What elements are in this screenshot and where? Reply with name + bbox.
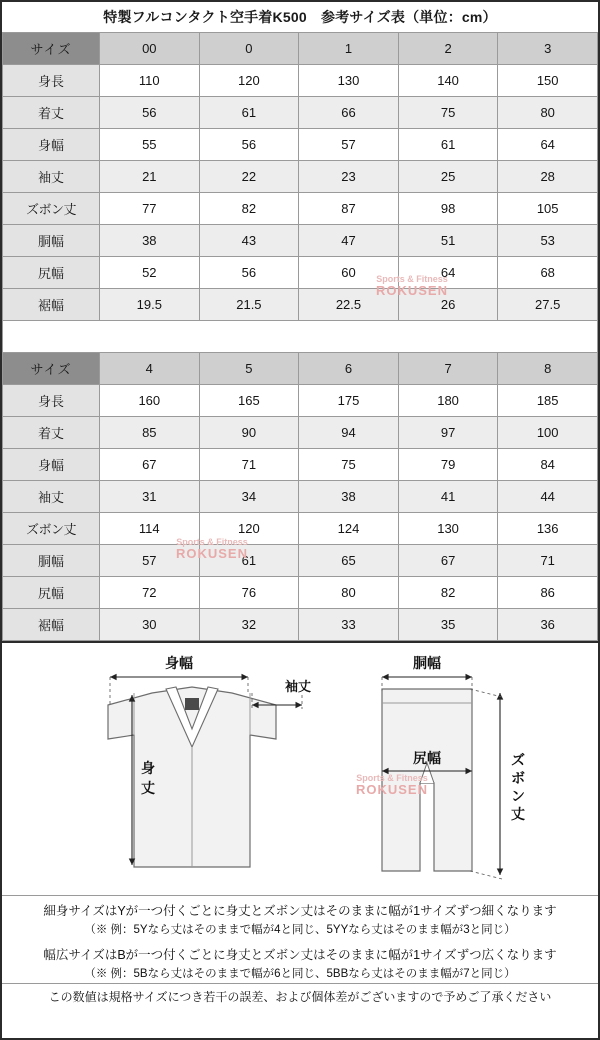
- note-wide-sub: （※ 例：5Bなら丈はそのままで幅が6と同じ、5BBなら丈はそのまま幅が7と同じ）: [84, 968, 516, 980]
- row-label: 裾幅: [3, 289, 100, 321]
- cell: 56: [199, 129, 299, 161]
- table-row: [3, 513, 598, 545]
- svg-text:ン: ン: [511, 788, 525, 804]
- cell: 43: [199, 225, 299, 257]
- cell: 72: [100, 577, 200, 609]
- jacket-illustration: [108, 687, 276, 867]
- table-row: [3, 449, 598, 481]
- cell: 100: [498, 417, 598, 449]
- table-row: [3, 577, 598, 609]
- table-row: [3, 417, 598, 449]
- pants-length-label: ズ: [511, 752, 525, 768]
- cell: 53: [498, 225, 598, 257]
- row-label: 着丈: [3, 97, 100, 129]
- cell: 175: [299, 385, 399, 417]
- cell: 25: [398, 161, 498, 193]
- cell: 85: [100, 417, 200, 449]
- cell: 56: [199, 257, 299, 289]
- cell: 19.5: [100, 289, 200, 321]
- size-header-label: サイズ: [3, 353, 100, 385]
- cell: 60: [299, 257, 399, 289]
- cell: 27.5: [498, 289, 598, 321]
- cell: 94: [299, 417, 399, 449]
- row-label: 身長: [3, 385, 100, 417]
- table-row: [3, 481, 598, 513]
- cell: 140: [398, 65, 498, 97]
- table-row: [3, 161, 598, 193]
- cell: 80: [498, 97, 598, 129]
- table-row: [3, 289, 598, 321]
- cell: 61: [199, 97, 299, 129]
- size-col-3: 2: [398, 33, 498, 65]
- table-row: [3, 129, 598, 161]
- cell: 65: [299, 545, 399, 577]
- note-spacer: [2, 939, 598, 946]
- cell: 84: [498, 449, 598, 481]
- cell: 68: [498, 257, 598, 289]
- cell: 150: [498, 65, 598, 97]
- cell: 165: [199, 385, 299, 417]
- watermark-small-text: Sports & Fitness: [376, 274, 448, 284]
- svg-text:ボ: ボ: [511, 770, 525, 786]
- row-label: 袖丈: [3, 481, 100, 513]
- row-label: 着丈: [3, 417, 100, 449]
- cell: 75: [398, 97, 498, 129]
- table-row: [3, 257, 598, 289]
- cell: 35: [398, 609, 498, 641]
- cell: 52: [100, 257, 200, 289]
- size-col-0: 00: [100, 33, 200, 65]
- cell: 71: [199, 449, 299, 481]
- waist-width-label: 胴幅: [413, 655, 441, 671]
- cell: 90: [199, 417, 299, 449]
- cell: 79: [398, 449, 498, 481]
- cell: 180: [398, 385, 498, 417]
- measurement-diagram: [2, 641, 598, 896]
- note-wide-main: 幅広サイズはBが一つ付くごとに身丈とズボン丈はそのままに幅が1サイズずつ広くなります: [43, 948, 557, 962]
- cell: 105: [498, 193, 598, 225]
- row-label: ズボン丈: [3, 513, 100, 545]
- cell: 76: [199, 577, 299, 609]
- cell: 56: [100, 97, 200, 129]
- body-length-label: 身: [141, 760, 155, 776]
- watermark-brand-text: ROKUSEN: [375, 283, 448, 299]
- cell: 136: [498, 513, 598, 545]
- cell: 57: [100, 545, 200, 577]
- note-slim-sub: （※ 例：5Yなら丈はそのままで幅が4と同じ、5YYなら丈はそのまま幅が3と同じ）: [84, 924, 516, 936]
- cell: 87: [299, 193, 399, 225]
- cell: 66: [299, 97, 399, 129]
- cell: 31: [100, 481, 200, 513]
- cell: 77: [100, 193, 200, 225]
- row-label: 裾幅: [3, 609, 100, 641]
- row-label: 身幅: [3, 129, 100, 161]
- cell: 41: [398, 481, 498, 513]
- table-header-row: [3, 33, 598, 65]
- footer-disclaimer: この数値は規格サイズにつき若干の誤差、および個体差がございますので予めご了承ください: [2, 983, 598, 1010]
- cell: 21.5: [199, 289, 299, 321]
- pants-length-dimension: [470, 689, 525, 879]
- cell: 64: [498, 129, 598, 161]
- cell: 33: [299, 609, 399, 641]
- cell: 36: [498, 609, 598, 641]
- cell: 71: [498, 545, 598, 577]
- row-label: 身幅: [3, 449, 100, 481]
- notes-section: [2, 896, 598, 983]
- note-slim-main: 細身サイズはYが一つ付くごとに身丈とズボン丈はそのままに幅が1サイズずつ細くなります: [43, 904, 557, 918]
- row-label: 袖丈: [3, 161, 100, 193]
- cell: 110: [100, 65, 200, 97]
- watermark-small-text: Sports & Fitness: [356, 773, 428, 783]
- size-col-4: 8: [498, 353, 598, 385]
- row-label: 尻幅: [3, 257, 100, 289]
- cell: 23: [299, 161, 399, 193]
- size-table-small: [2, 32, 598, 641]
- cell: 34: [199, 481, 299, 513]
- cell: 86: [498, 577, 598, 609]
- size-header-label: サイズ: [3, 33, 100, 65]
- watermark-brand-text: ROKUSEN: [175, 546, 248, 562]
- cell: 26: [398, 289, 498, 321]
- table-gap: [3, 321, 598, 353]
- row-label: 胴幅: [3, 225, 100, 257]
- cell: 80: [299, 577, 399, 609]
- sleeve-length-label: 袖丈: [284, 679, 312, 694]
- svg-text:丈: 丈: [511, 806, 525, 822]
- watermark-small-text: Sports & Fitness: [176, 537, 248, 547]
- cell: 64: [398, 257, 498, 289]
- cell: 130: [299, 65, 399, 97]
- cell: 38: [100, 225, 200, 257]
- row-label: ズボン丈: [3, 193, 100, 225]
- size-col-1: 0: [199, 33, 299, 65]
- cell: 97: [398, 417, 498, 449]
- cell: 44: [498, 481, 598, 513]
- svg-text:丈: 丈: [141, 780, 155, 796]
- table-row: [3, 225, 598, 257]
- pants-illustration: [382, 689, 472, 871]
- cell: 82: [398, 577, 498, 609]
- size-col-2: 1: [299, 33, 399, 65]
- table-row: [3, 97, 598, 129]
- watermark-brand-text: ROKUSEN: [355, 782, 428, 798]
- row-label: 胴幅: [3, 545, 100, 577]
- cell: 124: [299, 513, 399, 545]
- cell: 130: [398, 513, 498, 545]
- table-row: [3, 65, 598, 97]
- diagram-svg: [2, 643, 598, 895]
- cell: 57: [299, 129, 399, 161]
- cell: 30: [100, 609, 200, 641]
- jacket-width-label: 身幅: [165, 655, 193, 671]
- cell: 22.5: [299, 289, 399, 321]
- table-row: [3, 609, 598, 641]
- table-row: [3, 193, 598, 225]
- table-row: [3, 545, 598, 577]
- table-row: [3, 385, 598, 417]
- page-title: 特製フルコンタクト空手着K500 参考サイズ表（単位：cm）: [103, 9, 497, 25]
- cell: 120: [199, 513, 299, 545]
- cell: 67: [100, 449, 200, 481]
- cell: 47: [299, 225, 399, 257]
- hip-width-label: 尻幅: [413, 750, 441, 766]
- row-label: 尻幅: [3, 577, 100, 609]
- cell: 61: [398, 129, 498, 161]
- cell: 114: [100, 513, 200, 545]
- size-col-1: 5: [199, 353, 299, 385]
- size-col-2: 6: [299, 353, 399, 385]
- cell: 185: [498, 385, 598, 417]
- waist-width-dimension: [382, 655, 472, 691]
- cell: 67: [398, 545, 498, 577]
- cell: 55: [100, 129, 200, 161]
- cell: 61: [199, 545, 299, 577]
- cell: 51: [398, 225, 498, 257]
- size-col-4: 3: [498, 33, 598, 65]
- cell: 120: [199, 65, 299, 97]
- size-col-3: 7: [398, 353, 498, 385]
- row-label: 身長: [3, 65, 100, 97]
- cell: 82: [199, 193, 299, 225]
- cell: 160: [100, 385, 200, 417]
- size-col-0: 4: [100, 353, 200, 385]
- cell: 38: [299, 481, 399, 513]
- table-header-row: [3, 353, 598, 385]
- cell: 28: [498, 161, 598, 193]
- cell: 21: [100, 161, 200, 193]
- cell: 22: [199, 161, 299, 193]
- sleeve-length-dimension: [252, 679, 311, 709]
- cell: 75: [299, 449, 399, 481]
- cell: 98: [398, 193, 498, 225]
- cell: 32: [199, 609, 299, 641]
